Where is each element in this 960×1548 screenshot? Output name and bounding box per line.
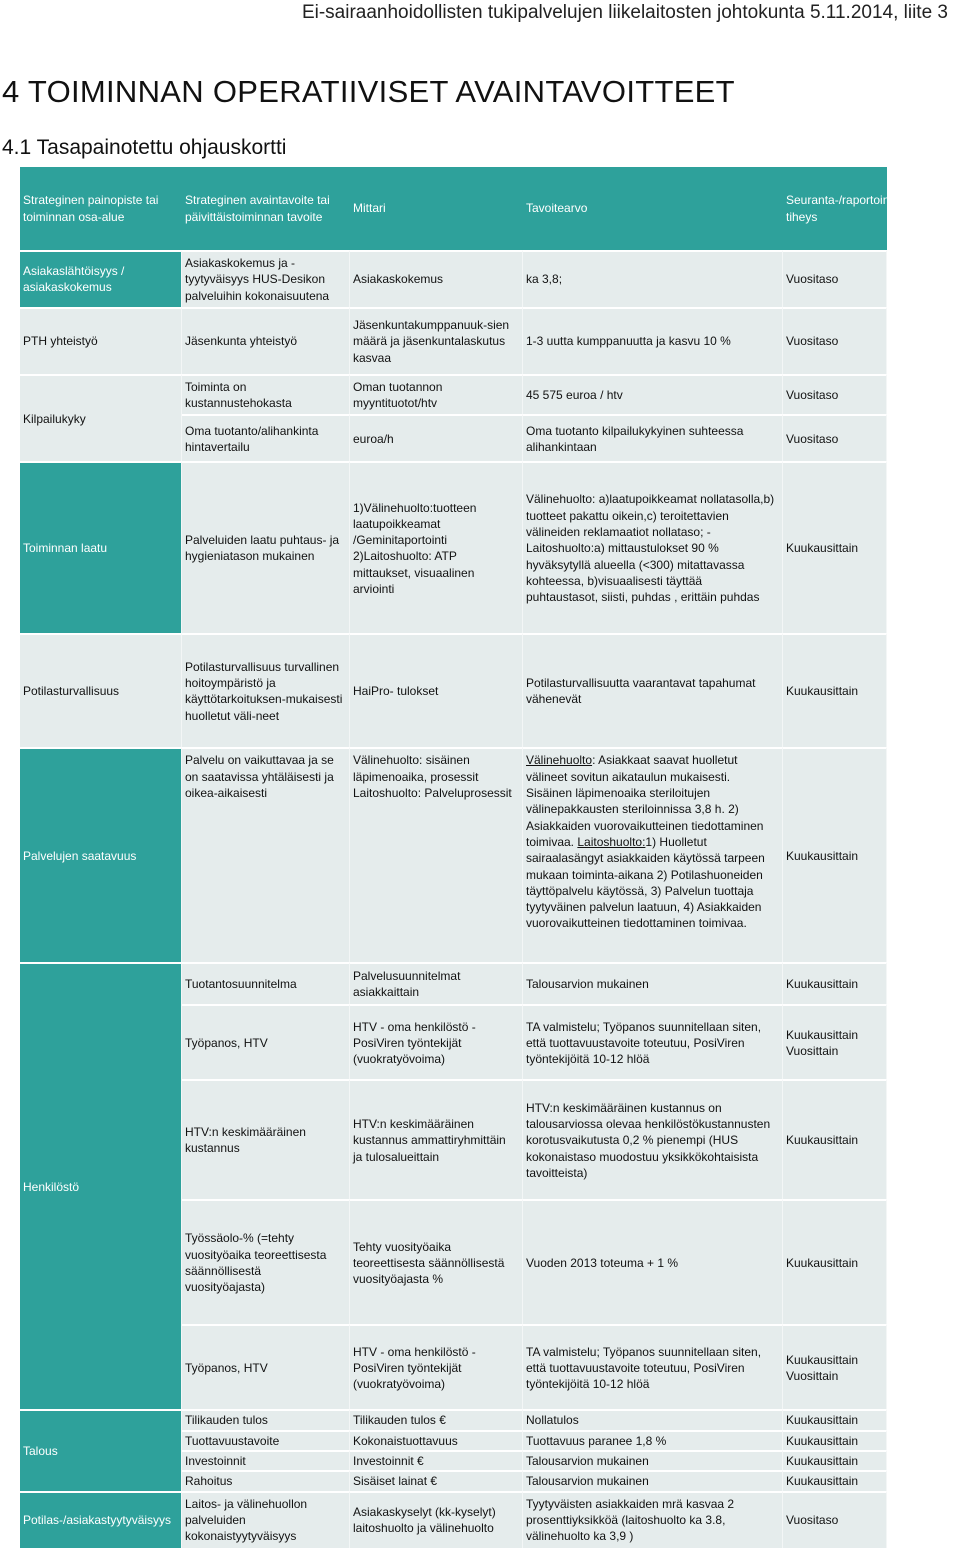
metric-cell: Tehty vuosityöaika teoreettisesta säännöllisestä vuosityöajasta % xyxy=(350,1199,523,1324)
area-cell: Palvelujen saatavuus xyxy=(20,747,182,962)
metric-cell: Sisäiset lainat € xyxy=(350,1470,523,1490)
metric-cell: Jäsenkuntakumppanuuk-sien määrä ja jäsenkuntalaskutus kasvaa xyxy=(350,307,523,374)
frequency-cell: Kuukausittain xyxy=(783,1079,887,1199)
goal-cell: Oma tuotanto/alihankinta hintavertailu xyxy=(182,414,350,461)
metric-cell: HaiPro- tulokset xyxy=(350,633,523,747)
target-cell: 1-3 uutta kumppanuutta ja kasvu 10 % xyxy=(523,307,783,374)
area-cell: Toiminnan laatu xyxy=(20,461,182,633)
target-cell: Tyytyväisten asiakkaiden mrä kasvaa 2 prosenttiyksikköä (laitoshuolto ka 3.8, välinehuolto ka 3,9 ) xyxy=(523,1491,783,1548)
metric-cell: Asiakaskokemus xyxy=(350,250,523,307)
target-cell: Talousarvion mukainen xyxy=(523,962,783,1004)
goal-cell: Työssäolo-% (=tehty vuosityöaika teoreettisesta säännöllisestä vuosityöajasta) xyxy=(182,1199,350,1324)
frequency-cell: Vuositaso xyxy=(783,250,887,307)
target-cell: Talousarvion mukainen xyxy=(523,1450,783,1470)
target-label-valinehuolto: Välinehuolto xyxy=(526,753,593,768)
metric-cell: Tilikauden tulos € xyxy=(350,1409,523,1429)
table-header-row xyxy=(20,167,887,250)
frequency-cell: Kuukausittain xyxy=(783,461,887,633)
area-cell: Kilpailukyky xyxy=(20,374,182,462)
metric-cell: HTV - oma henkilöstö - PosiViren työntekijät (vuokratyövoima) xyxy=(350,1004,523,1079)
column-header-area: Strateginen painopiste tai toiminnan osa-alue xyxy=(20,167,182,250)
goal-cell: Rahoitus xyxy=(182,1470,350,1490)
goal-cell: Työpanos, HTV xyxy=(182,1004,350,1079)
target-cell: Tuottavuus paranee 1,8 % xyxy=(523,1430,783,1450)
metric-cell: Investoinnit € xyxy=(350,1450,523,1470)
goal-cell: Palveluiden laatu puhtaus- ja hygieniatason mukainen xyxy=(182,461,350,633)
metric-cell: euroa/h xyxy=(350,414,523,461)
target-label-laitoshuolto: Laitoshuolto: xyxy=(577,834,646,849)
target-text-laitoshuolto: 1) Huolletut sairaalasängyt asiakkaiden käytössä tarpeen mukaan toiminta-aikana 2) Potilashuoneiden täyttöpalvelu käytössä, 3) Palvelun tuottaja tyytyväinen palvelun laatuun, 4) Asiakkaiden vuorovaikutteinen tiedottaminen toimivaa. xyxy=(526,834,765,931)
goal-cell: Laitos- ja välinehuollon palveluiden kokonaistyytyväisyys xyxy=(182,1491,350,1548)
metric-cell: Asiakaskyselyt (kk-kyselyt) laitoshuolto ja välinehuolto xyxy=(350,1491,523,1548)
metric-cell: HTV - oma henkilöstö - PosiViren työntekijät (vuokratyövoima) xyxy=(350,1324,523,1409)
section-title: 4.1 Tasapainotettu ohjauskortti xyxy=(2,136,287,159)
table-row xyxy=(20,962,887,1004)
goal-cell: Investoinnit xyxy=(182,1450,350,1470)
frequency-cell: Kuukausittain Vuosittain xyxy=(783,1324,887,1409)
area-cell: Potilasturvallisuus xyxy=(20,633,182,747)
goal-cell: HTV:n keskimääräinen kustannus xyxy=(182,1079,350,1199)
table-row xyxy=(20,461,887,633)
table-row xyxy=(20,747,887,962)
target-cell: TA valmistelu; Työpanos suunnitellaan siten, että tuottavuustavoite toteutuu, PosiViren työntekijöitä 10-12 hlöä xyxy=(523,1004,783,1079)
metric-cell: 1)Välinehuolto:tuotteen laatupoikkeamat /Geminitaportointi 2)Laitoshuolto: ATP mittaukset, visuaalinen arviointi xyxy=(350,461,523,633)
column-header-metric: Mittari xyxy=(350,167,523,250)
table-row xyxy=(20,307,887,374)
goal-cell: Jäsenkunta yhteistyö xyxy=(182,307,350,374)
frequency-cell: Kuukausittain xyxy=(783,1409,887,1429)
frequency-cell: Vuositaso xyxy=(783,374,887,415)
goal-cell: Tuotantosuunnitelma xyxy=(182,962,350,1004)
frequency-cell: Kuukausittain xyxy=(783,1450,887,1470)
table-row xyxy=(20,374,887,415)
metric-cell: Välinehuolto: sisäinen läpimenoaika, prosessit Laitoshuolto: Palveluprosessit xyxy=(350,747,523,962)
frequency-cell: Vuositaso xyxy=(783,414,887,461)
area-cell: Talous xyxy=(20,1409,182,1490)
target-cell: 45 575 euroa / htv xyxy=(523,374,783,415)
target-cell: Nollatulos xyxy=(523,1409,783,1429)
target-text-valinehuolto: : Asiakkaat saavat huolletut välineet sovitun aikataulun mukaisesti. Sisäinen läpimenoaika steriloitujen välinepakkausten steriloinnissa 3,8 h. 2) Asiakkaiden vuorovaikutteinen tiedottaminen toimivaa. xyxy=(526,753,764,849)
goal-cell: Potilasturvallisuus turvallinen hoitoympäristö ja käyttötarkoituksen-mukaisesti huolletut väli-neet xyxy=(182,633,350,747)
frequency-cell: Kuukausittain xyxy=(783,962,887,1004)
target-cell: Potilasturvallisuutta vaarantavat tapahumat vähenevät xyxy=(523,633,783,747)
target-cell: Välinehuolto: a)laatupoikkeamat nollatasolla,b) tuotteet pakattu oikein,c) teroitettavien välineiden reklamaatiot nollataso; - Laitoshuolto:a) mittaustulokset 90 % hyväksytyllä alueella (<300) mitattavassa kohteessa, b)visuaalisesti täyttää puhtaustasot, siisti, puhdas , erittäin puhdas xyxy=(523,461,783,633)
frequency-cell: Kuukausittain xyxy=(783,1430,887,1450)
target-cell: HTV:n keskimääräinen kustannus on talousarviossa olevaa henkilöstökustannusten korotusvaikutusta 0,2 % pienempi (HUS kokonaistaso muodostuu yksikkökohtaisista tavoitteista) xyxy=(523,1079,783,1199)
frequency-cell: Kuukausittain xyxy=(783,633,887,747)
area-cell: PTH yhteistyö xyxy=(20,307,182,374)
table-row xyxy=(20,250,887,307)
goal-cell: Työpanos, HTV xyxy=(182,1324,350,1409)
frequency-cell: Kuukausittain Vuosittain xyxy=(783,1004,887,1079)
area-cell: Potilas-/asiakastyytyväisyys xyxy=(20,1491,182,1548)
column-header-goal: Strateginen avaintavoite tai päivittäistoiminnan tavoite xyxy=(182,167,350,250)
goal-cell: Palvelu on vaikuttavaa ja se on saatavissa yhtäläisesti ja oikea-aikaisesti xyxy=(182,747,350,962)
scorecard-table xyxy=(20,167,900,1548)
goal-cell: Tilikauden tulos xyxy=(182,1409,350,1429)
page-title: 4 TOIMINNAN OPERATIIVISET AVAINTAVOITTEET xyxy=(2,74,735,109)
target-cell: Oma tuotanto kilpailukykyinen suhteessa alihankintaan xyxy=(523,414,783,461)
table-row xyxy=(20,1491,887,1548)
target-cell: Talousarvion mukainen xyxy=(523,1470,783,1490)
metric-cell: Oman tuotannon myyntituotot/htv xyxy=(350,374,523,415)
area-cell: Henkilöstö xyxy=(20,962,182,1409)
area-cell: Asiakaslähtöisyys / asiakaskokemus xyxy=(20,250,182,307)
frequency-cell: Kuukausittain xyxy=(783,1470,887,1490)
document-header: Ei-sairaanhoidollisten tukipalvelujen liikelaitosten johtokunta 5.11.2014, liite 3 xyxy=(301,2,948,23)
target-cell: TA valmistelu; Työpanos suunnitellaan siten, että tuottavuustavoite toteutuu, PosiViren työntekijöitä 10-12 hlöä xyxy=(523,1324,783,1409)
goal-cell: Tuottavuustavoite xyxy=(182,1430,350,1450)
table-row xyxy=(20,633,887,747)
goal-cell: Toiminta on kustannustehokasta xyxy=(182,374,350,415)
metric-cell: Kokonaistuottavuus xyxy=(350,1430,523,1450)
frequency-cell: Vuositaso xyxy=(783,307,887,374)
target-cell: ka 3,8; xyxy=(523,250,783,307)
table-row xyxy=(20,1409,887,1429)
target-cell xyxy=(523,747,783,962)
metric-cell: Palvelusuunnitelmat asiakkaittain xyxy=(350,962,523,1004)
frequency-cell: Kuukausittain xyxy=(783,747,887,962)
goal-cell: Asiakaskokemus ja -tyytyväisyys HUS-Desikon palveluihin kokonaisuutena xyxy=(182,250,350,307)
frequency-cell: Vuositaso xyxy=(783,1491,887,1548)
target-cell: Vuoden 2013 toteuma + 1 % xyxy=(523,1199,783,1324)
metric-cell: HTV:n keskimääräinen kustannus ammattiryhmittäin ja tulosalueittain xyxy=(350,1079,523,1199)
column-header-target: Tavoitearvo xyxy=(523,167,783,250)
column-header-frequency: Seuranta-/raportointi-tiheys xyxy=(783,167,887,250)
frequency-cell: Kuukausittain xyxy=(783,1199,887,1324)
